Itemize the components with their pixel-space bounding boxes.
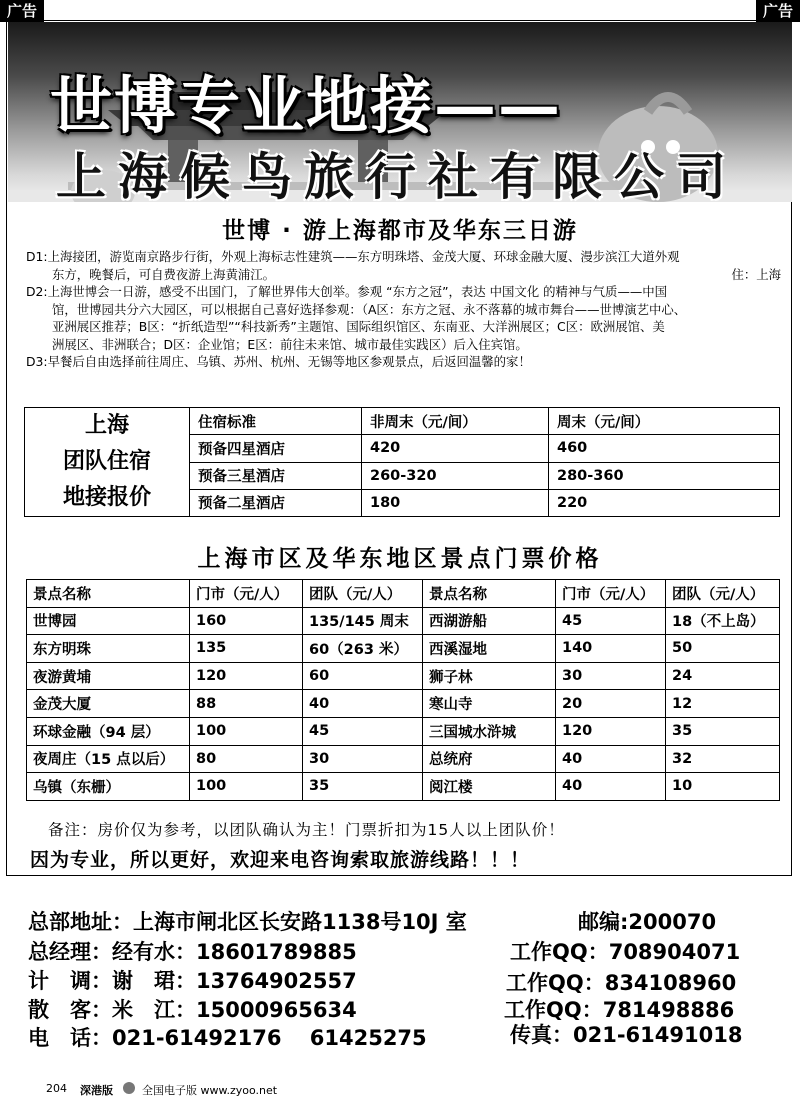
table-cell: 45 (556, 607, 666, 635)
table-row (27, 690, 780, 718)
table-row (27, 607, 780, 635)
contact-block (0, 876, 800, 1066)
table-cell: 12 (666, 690, 780, 718)
table-cell: 乌镇（东栅） (27, 773, 190, 801)
table-cell: 狮子林 (423, 662, 556, 690)
table-cell: 35 (303, 773, 423, 801)
table-cell: 60（263 米） (303, 635, 423, 663)
itinerary-day1-stay: 住：上海 (731, 266, 781, 282)
contact-qq-1: 工作QQ：708904071 (510, 940, 741, 964)
table-cell: 世博园 (27, 607, 190, 635)
edition-label: 深港版 (80, 1084, 113, 1097)
table-cell: 金茂大厦 (27, 690, 190, 718)
hotel-table-row-head (25, 408, 190, 517)
table-row (27, 773, 780, 801)
table-row (27, 580, 780, 608)
page-number: 204 (46, 1082, 67, 1095)
table-cell: 135/145 周末 (303, 607, 423, 635)
ad-tag-right: 广告 (756, 0, 800, 22)
ad-tag-left: 广告 (0, 0, 44, 22)
table-row (27, 662, 780, 690)
table-cell: 220 (549, 489, 780, 516)
table-cell: 18（不上岛） (666, 607, 780, 635)
table-cell: 120 (190, 662, 303, 690)
table-cell: 环球金融（94 层） (27, 717, 190, 745)
table-cell: 180 (362, 489, 549, 516)
table-header: 门市（元/人） (190, 580, 303, 608)
table-cell: 东方明珠 (27, 635, 190, 663)
itinerary-day2-line4: 洲展区、非洲联合；D区：企业馆；E区：前往未来馆、城市最佳实践区）后入住宾馆。 (52, 336, 528, 352)
table-cell: 三国城水浒城 (423, 717, 556, 745)
table-cell: 20 (556, 690, 666, 718)
table-cell: 80 (190, 745, 303, 773)
banner-headline: 世博专业地接—— (50, 69, 563, 142)
table-header: 景点名称 (423, 580, 556, 608)
table-cell: 夜周庄（15 点以后） (27, 745, 190, 773)
table-header: 周末（元/间） (549, 408, 780, 435)
table-cell: 总统府 (423, 745, 556, 773)
contact-manager: 总经理：经有水：18601789885 (28, 940, 357, 964)
tour-title: 世博 · 游上海都市及华东三日游 (222, 218, 578, 244)
table-cell: 西溪湿地 (423, 635, 556, 663)
table-row (25, 408, 780, 435)
contact-fax: 传真：021-61491018 (510, 1023, 743, 1047)
banner-company-name: 上海候鸟旅行社有限公司 (56, 147, 738, 202)
contact-address: 总部地址：上海市闸北区长安路1138号10J 室 (28, 910, 467, 934)
table-cell: 460 (549, 435, 780, 462)
itinerary-day1-text: 东方，晚餐后，可自费夜游上海黄浦江。 (52, 266, 276, 282)
table-row (27, 717, 780, 745)
table-cell: 24 (666, 662, 780, 690)
itinerary-day1-line2 (26, 266, 781, 284)
contact-qq-2: 工作QQ：834108960 (506, 971, 737, 995)
table-cell: 260-320 (362, 462, 549, 489)
table-cell: 100 (190, 773, 303, 801)
ticket-price-table (26, 579, 780, 801)
table-cell: 预备四星酒店 (190, 435, 362, 462)
contact-phone: 电 话：021-61492176 61425275 (28, 1026, 427, 1050)
table-header: 团队（元/人） (666, 580, 780, 608)
contact-retail: 散 客：米 江：15000965634 (28, 998, 357, 1022)
row-head-line: 上海 (84, 413, 129, 438)
table-cell: 280-360 (549, 462, 780, 489)
table-cell: 阅江楼 (423, 773, 556, 801)
table-row (27, 635, 780, 663)
itinerary-day1-line1: D1:上海接团，游览南京路步行街，外观上海标志性建筑——东方明珠塔、金茂大厦、环球金融大厦、漫步滨江大道外观 (26, 249, 680, 264)
table-header: 非周末（元/间） (362, 408, 549, 435)
itinerary-day3-line1: D3:早餐后自由选择前往周庄、乌镇、苏州、杭州、无锡等地区参观景点，后返回温馨的家！ (26, 354, 531, 369)
table-cell: 60 (303, 662, 423, 690)
table-header: 团队（元/人） (303, 580, 423, 608)
table-cell: 30 (303, 745, 423, 773)
contact-qq-3: 工作QQ：781498886 (504, 998, 735, 1022)
table-row (27, 745, 780, 773)
table-cell: 40 (556, 773, 666, 801)
table-cell: 西湖游船 (423, 607, 556, 635)
table-cell: 140 (556, 635, 666, 663)
table-cell: 135 (190, 635, 303, 663)
table-cell: 120 (556, 717, 666, 745)
itinerary-day2-line1: D2:上海世博会一日游，感受不出国门，了解世界伟大创举。参观 “东方之冠”，表达 中国文化 的精神与气质——中国 (26, 284, 668, 299)
table-header: 门市（元/人） (556, 580, 666, 608)
itinerary-day2-line2: 馆，世博园共分六大园区，可以根据自己喜好选择参观：（A区：东方之冠、永不落幕的城市舞台——世博演艺中心、 (52, 301, 687, 317)
table-cell: 45 (303, 717, 423, 745)
contact-planner: 计 调：谢 珺：13764902557 (28, 969, 357, 993)
publisher-logo-icon (123, 1082, 135, 1094)
table-cell: 40 (556, 745, 666, 773)
table-cell: 40 (303, 690, 423, 718)
row-head-line: 团队住宿 (62, 449, 151, 474)
remark-note: 备注：房价仅为参考，以团队确认为主！门票折扣为15人以上团队价！ (48, 821, 565, 839)
banner (8, 22, 792, 202)
ticket-table-title: 上海市区及华东地区景点门票价格 (197, 546, 603, 572)
table-header: 景点名称 (27, 580, 190, 608)
table-cell: 预备二星酒店 (190, 489, 362, 516)
table-header: 住宿标准 (190, 408, 362, 435)
hotel-price-table (24, 407, 780, 517)
website-link[interactable]: 全国电子版 www.zyoo.net (142, 1084, 278, 1097)
table-cell: 10 (666, 773, 780, 801)
table-cell: 夜游黄埔 (27, 662, 190, 690)
table-cell: 35 (666, 717, 780, 745)
table-cell: 32 (666, 745, 780, 773)
slogan: 因为专业，所以更好，欢迎来电咨询索取旅游线路！！！ (30, 849, 531, 871)
table-cell: 寒山寺 (423, 690, 556, 718)
table-cell: 50 (666, 635, 780, 663)
table-cell: 160 (190, 607, 303, 635)
itinerary (26, 248, 781, 371)
table-cell: 预备三星酒店 (190, 462, 362, 489)
table-cell: 88 (190, 690, 303, 718)
contact-postcode: 邮编:200070 (578, 910, 717, 934)
table-cell: 100 (190, 717, 303, 745)
table-cell: 420 (362, 435, 549, 462)
itinerary-day2-line3: 亚洲展区推荐；B区：“折纸造型”“科技新秀”主题馆、国际组织馆区、东南亚、大洋洲展区；C区：欧洲展馆、美 (52, 319, 665, 334)
table-cell: 30 (556, 662, 666, 690)
row-head-line: 地接报价 (62, 485, 151, 510)
